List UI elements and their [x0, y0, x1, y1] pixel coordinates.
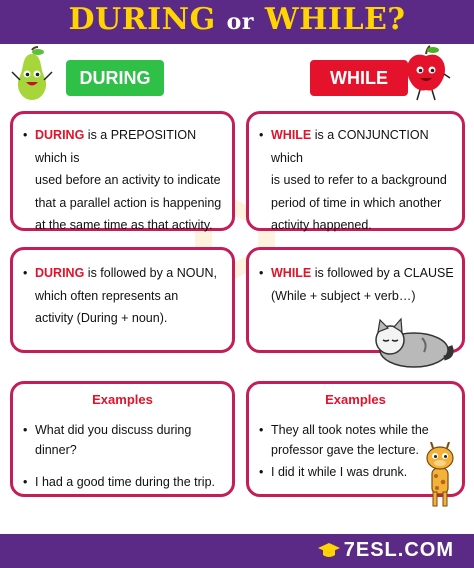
sleeping-cat-icon	[368, 314, 454, 370]
while-def-line2: is used to refer to a background	[271, 173, 447, 187]
header-bar	[0, 0, 474, 44]
during-tag: DURING	[66, 60, 164, 96]
while-def-line1: is a CONJUNCTION which	[271, 128, 429, 165]
title-while: WHILE?	[264, 2, 406, 37]
giraffe-icon	[418, 442, 462, 512]
during-example-2: • I had a good time during the trip.	[23, 475, 215, 489]
during-followed-card: • DURING is followed by a NOUN, which often represents an activity (During + noun).	[10, 247, 235, 353]
while-tag: WHILE	[310, 60, 408, 96]
page-title	[0, 2, 474, 37]
graduation-cap-icon	[318, 541, 340, 561]
site-logo	[318, 539, 454, 562]
during-example-1: • What did you discuss during dinner?	[23, 423, 192, 457]
during-def-line4: at the same time as that activity.	[35, 218, 213, 232]
while-examples-heading: Examples	[325, 392, 386, 407]
while-def-line4: activity happened.	[271, 218, 372, 232]
while-def-line3: period of time in which another	[271, 195, 442, 210]
during-def-line2: used before an activity to indicate	[35, 173, 221, 187]
during-followed-line3: activity (During + noun).	[35, 311, 168, 325]
during-definition-card: • DURING is a PREPOSITION which is used before an activity to indicate that a parallel action is happening at the same time as that activity.	[10, 111, 235, 231]
while-keyword: WHILE	[271, 128, 312, 142]
title-during: DURING	[68, 2, 216, 37]
while-example-2: • I did it while I was drunk.	[259, 465, 408, 479]
during-def-line3: that a parallel action is happening	[35, 195, 222, 210]
while-followed-line1: is followed by a CLAUSE	[311, 266, 454, 280]
pear-mascot-icon	[8, 46, 56, 102]
during-followed-line1: is followed by a NOUN,	[84, 266, 217, 280]
content-area	[0, 44, 474, 534]
during-keyword-2: DURING	[35, 266, 85, 280]
during-examples-heading: Examples	[92, 392, 153, 407]
during-examples-card	[10, 381, 235, 497]
during-def-line1: is a PREPOSITION which is	[35, 128, 197, 165]
during-followed-line2: which often represents an	[35, 288, 179, 303]
while-keyword-2: WHILE	[271, 266, 312, 280]
while-followed-line2: (While + subject + verb…)	[271, 288, 416, 303]
during-keyword: DURING	[35, 128, 85, 142]
footer-bar	[0, 534, 474, 568]
while-example-1-line2: professor gave the lecture.	[271, 443, 419, 457]
title-or: or	[226, 9, 254, 35]
while-example-1: • They all took notes while the	[259, 423, 429, 437]
while-followed-card: • WHILE is followed by a CLAUSE (While + subject + verb…)	[246, 247, 465, 353]
logo-text: 7ESL.COM	[343, 539, 454, 561]
while-definition-card: • WHILE is a CONJUNCTION which is used to refer to a background period of time in which another activity happened.	[246, 111, 465, 231]
